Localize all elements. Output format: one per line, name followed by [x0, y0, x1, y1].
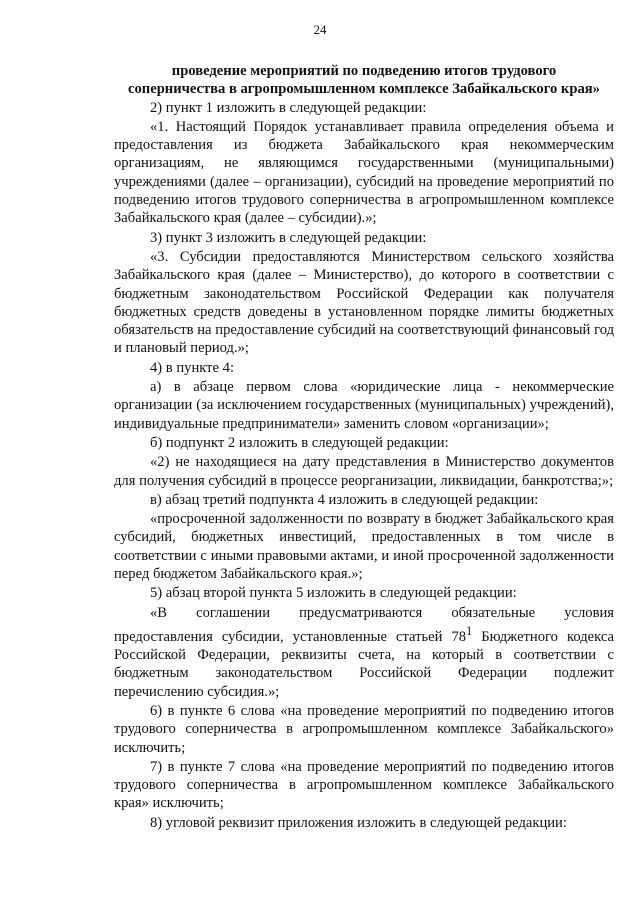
heading-line-1: проведение мероприятий по подведению итогов трудового [171, 63, 557, 79]
paragraph-item-4b: б) подпункт 2 изложить в следующей редакции: [150, 434, 449, 451]
paragraph-subclause-2: «2) не находящиеся на дату представления в Министерство документов для получения субсидий в процессе реорганизации, ликвидации, банкротства;»; [114, 454, 614, 489]
agreement-text-before: «В соглашении предусматриваются обязательные условия предоставления субсидии, установленные статьей 78 [114, 604, 614, 645]
paragraph-agreement-text [114, 604, 614, 701]
paragraph-item-4v: в) абзац третий подпункта 4 изложить в следующей редакции: [150, 491, 539, 508]
paragraph-item-4: 4) в пункте 4: [150, 359, 235, 376]
paragraph-debt-text: «просроченной задолженности по возврату в бюджет Забайкальского края субсидий, бюджетных инвестиций, предоставленных в том числе в соответствии с иными правовыми актами, и иной просроченной задолженности перед бюджетом Забайкальского края.»; [114, 511, 614, 583]
document-body [114, 62, 614, 832]
paragraph-item-3: 3) пункт 3 изложить в следующей редакции: [150, 229, 427, 246]
paragraph-item-7: 7) в пункте 7 слова «на проведение мероприятий по подведению итогов трудового соперничества в агропромышленном комплексе Забайкальского края» исключить; [114, 758, 614, 812]
paragraph-item-8: 8) угловой реквизит приложения изложить в следующей редакции: [150, 814, 567, 831]
page-number: 24 [313, 22, 327, 37]
article-superscript: 1 [466, 623, 473, 638]
heading-line-2: соперничества в агропромышленном комплексе Забайкальского края» [128, 81, 600, 98]
paragraph-clause-3: «3. Субсидии предоставляются Министерством сельского хозяйства Забайкальского края (далее – Министерство), до которого в соответствии с бюджетным законодательством Российской Федерации как получателя бюджетных средств доведены в установленном порядке лимиты бюджетных обязательств на предоставление субсидий на соответствующий финансовый год и плановый период.»; [114, 248, 614, 357]
paragraph-item-2: 2) пункт 1 изложить в следующей редакции: [150, 99, 427, 116]
paragraph-item-4a: а) в абзаце первом слова «юридические лица - некоммерческие организации (за исключением государственных (муниципальных) учреждений), индивидуальные предприниматели» заменить словом «организации»; [114, 379, 614, 432]
paragraph-item-6: 6) в пункте 6 слова «на проведение мероприятий по подведению итогов трудового соперничества в агропромышленном комплексе Забайкальского» исключить; [114, 702, 614, 756]
paragraph-clause-1: «1. Настоящий Порядок устанавливает правила определения объема и предоставления из бюджета Забайкальского края некоммерческим организациям, не являющимся государственными (муниципальными) учреждениями (далее – организации), субсидий на проведение мероприятий по подведению итогов трудового соперничества в агропромышленном комплексе Забайкальского края (далее – субсидии).»; [114, 118, 614, 227]
agreement-text-after: Бюджетного кодекса Российской Федерации, реквизиты счета, на который в соответствии с бюджетным законодательством Российской Федерации подлежит перечислению субсидия.»; [114, 628, 614, 700]
paragraph-item-5: 5) абзац второй пункта 5 изложить в следующей редакции: [150, 585, 517, 602]
